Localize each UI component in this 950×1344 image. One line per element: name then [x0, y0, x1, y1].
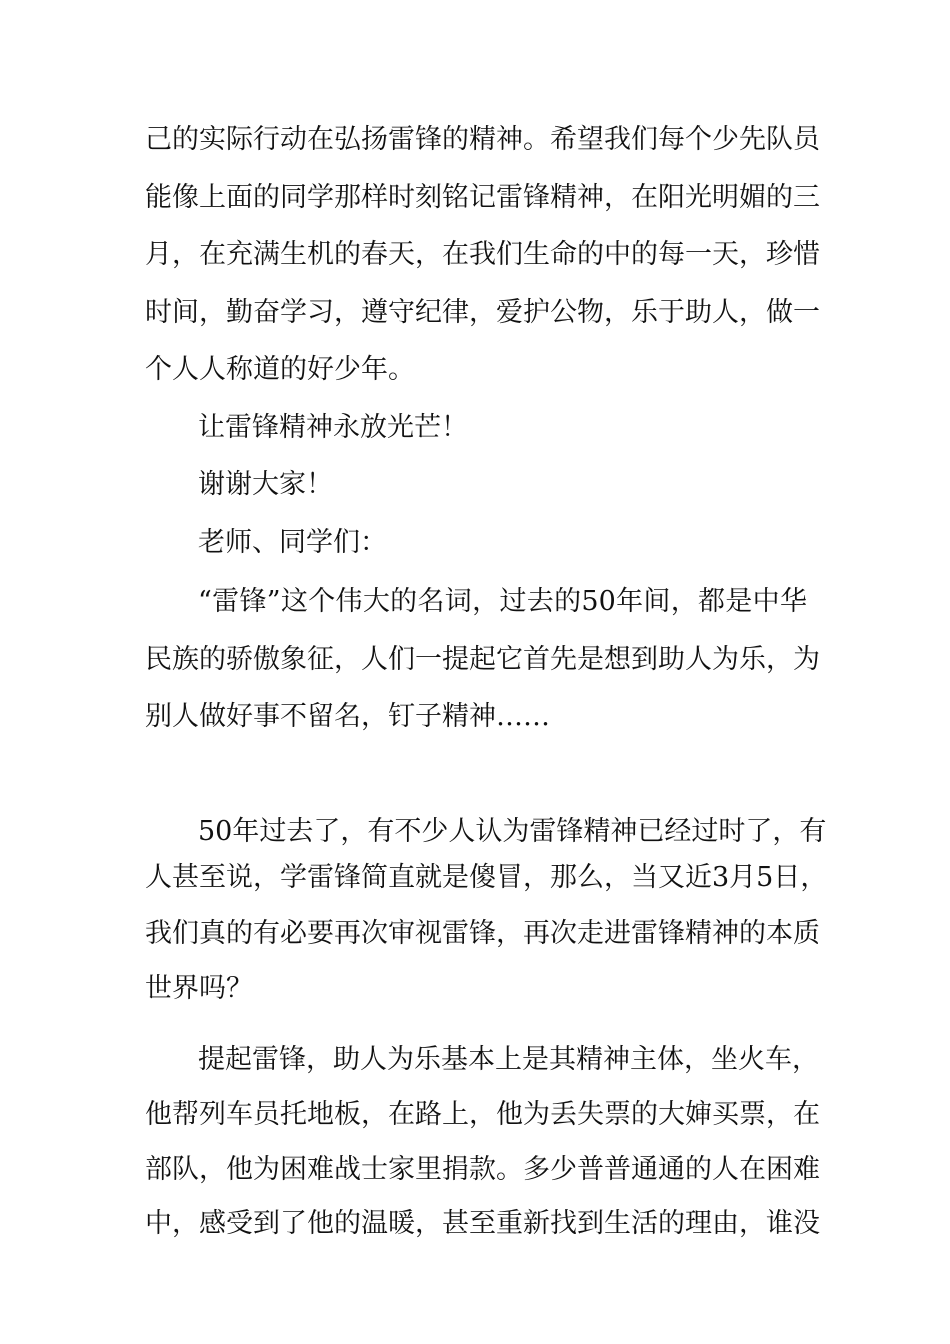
text-line: 人甚至说，学雷锋简直就是傻冒，那么，当又近3月5日， — [145, 862, 828, 893]
text-line: “雷锋”这个伟大的名词，过去的50年间，都是中华 — [198, 586, 807, 617]
salutation-line: 老师、同学们： — [198, 527, 387, 558]
text-line: 时间，勤奋学习，遵守纪律，爱护公物，乐于助人，做一 — [145, 297, 820, 328]
text-line: 提起雷锋，助人为乐基本上是其精神主体，坐火车， — [198, 1044, 819, 1075]
text-line: 月，在充满生机的春天，在我们生命的中的每一天，珍惜 — [145, 239, 820, 270]
text-line: 他帮列车员托地板，在路上，他为丢失票的大婶买票，在 — [145, 1099, 820, 1130]
text-line: 部队，他为困难战士家里捐款。多少普普通通的人在困难 — [145, 1154, 820, 1185]
text-line: 50年过去了，有不少人认为雷锋精神已经过时了，有 — [198, 816, 827, 847]
text-line: 民族的骄傲象征，人们一提起它首先是想到助人为乐，为 — [145, 644, 820, 675]
text-line: 能像上面的同学那样时刻铭记雷锋精神，在阳光明媚的三 — [145, 182, 820, 213]
text-line: 中，感受到了他的温暖，甚至重新找到生活的理由，谁没 — [145, 1208, 820, 1239]
text-line: 世界吗？ — [145, 973, 253, 1004]
closing-line: 让雷锋精神永放光芒！ — [198, 412, 468, 443]
text-line: 己的实际行动在弘扬雷锋的精神。希望我们每个少先队员 — [145, 124, 820, 155]
text-line: 别人做好事不留名，钉子精神…… — [145, 701, 550, 732]
thanks-line: 谢谢大家！ — [198, 469, 333, 500]
text-line: 我们真的有必要再次审视雷锋，再次走进雷锋精神的本质 — [145, 918, 820, 949]
text-line: 个人人称道的好少年。 — [145, 354, 415, 385]
